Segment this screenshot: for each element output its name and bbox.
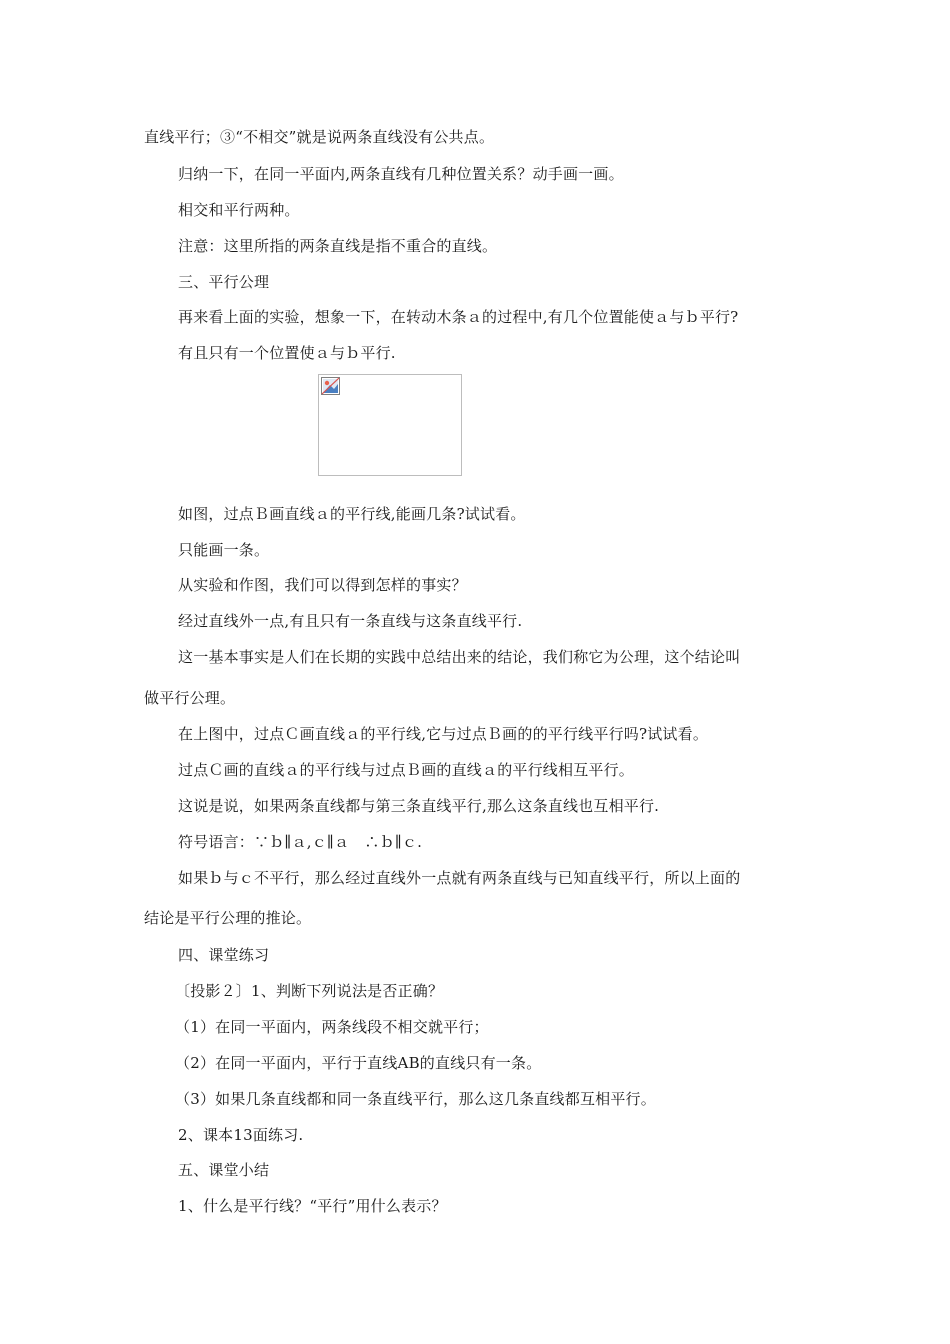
text-line: 在上图中，过点Ｃ画直线ａ的平行线,它与过点Ｂ画的的平行线平行吗?试试看。 xyxy=(178,725,709,743)
text-line: 归纳一下，在同一平面内,两条直线有几种位置关系？动手画一画。 xyxy=(178,165,624,183)
text-line: 直线平行；③“不相交”就是说两条直线没有公共点。 xyxy=(144,128,495,146)
text-line: 做平行公理。 xyxy=(144,689,236,707)
text-line: 经过直线外一点,有且只有一条直线与这条直线平行. xyxy=(178,612,523,630)
list-item: （1）在同一平面内，两条线段不相交就平行； xyxy=(175,1018,489,1036)
section-heading: 四、课堂练习 xyxy=(178,946,270,964)
section-heading: 五、课堂小结 xyxy=(178,1161,270,1179)
text-line: 相交和平行两种。 xyxy=(178,201,300,219)
text-line: 符号语言：∵ｂ∥ａ,ｃ∥ａ ∴ｂ∥ｃ. xyxy=(178,833,423,851)
section-heading: 三、平行公理 xyxy=(178,273,270,291)
text-line: 结论是平行公理的推论。 xyxy=(144,909,312,927)
text-line: 过点Ｃ画的直线ａ的平行线与过点Ｂ画的直线ａ的平行线相互平行。 xyxy=(178,761,635,779)
text-line: 如图，过点Ｂ画直线ａ的平行线,能画几条?试试看。 xyxy=(178,505,526,523)
text-line: 〔投影２〕1、判断下列说法是否正确？ xyxy=(175,982,444,1000)
list-item: （2）在同一平面内，平行于直线AB的直线只有一条。 xyxy=(175,1054,542,1072)
broken-image-icon xyxy=(321,377,340,395)
text-line: 再来看上面的实验，想象一下，在转动木条ａ的过程中,有几个位置能使ａ与ｂ平行? xyxy=(178,308,739,326)
text-line: 有且只有一个位置使ａ与ｂ平行. xyxy=(178,344,396,362)
text-line: 从实验和作图，我们可以得到怎样的事实？ xyxy=(178,576,467,594)
text-line: 这说是说，如果两条直线都与第三条直线平行,那么这条直线也互相平行. xyxy=(178,797,660,815)
text-line: 注意：这里所指的两条直线是指不重合的直线。 xyxy=(178,237,498,255)
text-line: 如果ｂ与ｃ不平行，那么经过直线外一点就有两条直线与已知直线平行，所以上面的 xyxy=(178,869,741,887)
text-line: 2、课本13面练习. xyxy=(178,1126,304,1144)
list-item: 1、什么是平行线？“平行”用什么表示？ xyxy=(178,1197,447,1215)
text-line: 这一基本事实是人们在长期的实践中总结出来的结论，我们称它为公理，这个结论叫 xyxy=(178,648,741,666)
text-line: 只能画一条。 xyxy=(178,541,270,559)
figure-placeholder xyxy=(318,374,462,476)
list-item: （3）如果几条直线都和同一条直线平行，那么这几条直线都互相平行。 xyxy=(175,1090,656,1108)
